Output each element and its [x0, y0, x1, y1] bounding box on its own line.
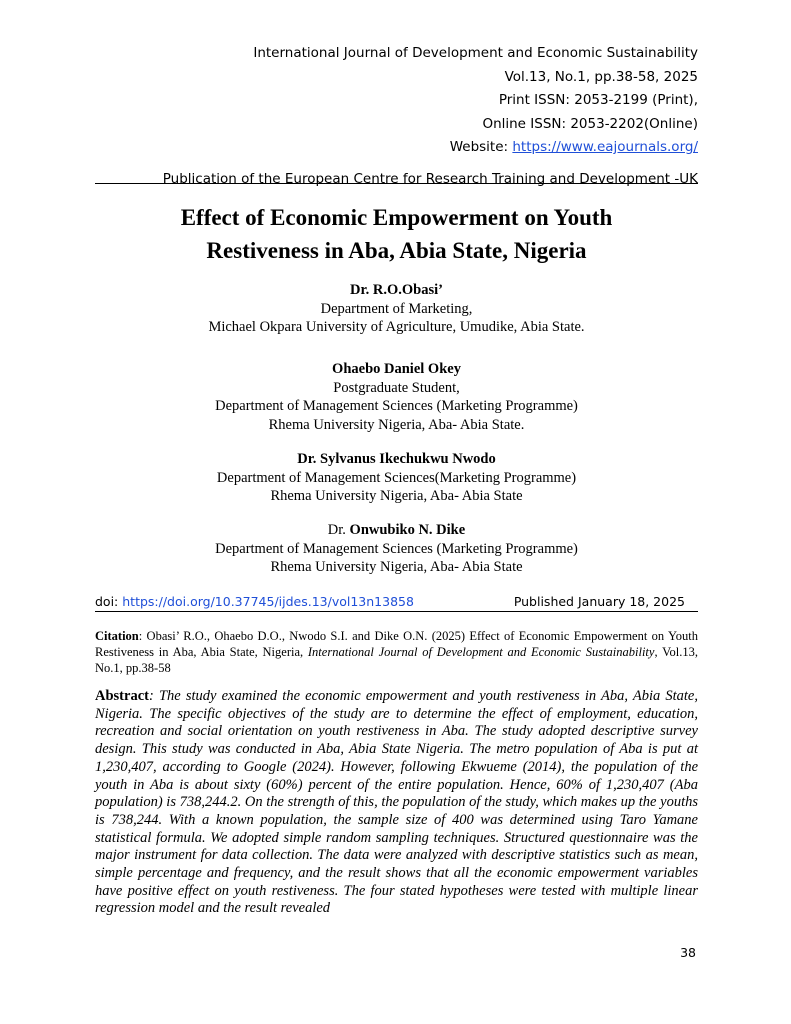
doi-label: doi:: [95, 594, 123, 609]
header-divider: [95, 183, 698, 184]
abstract-text: : The study examined the economic empowerment and youth restiveness in Aba, Abia State, Nigeria. The specific objectives of the study are to determine the effect of employment, education, recreation and social orientation on youth restiveness in Aba. The study adopted descriptive survey design. This study was conducted in Aba, Abia State Nigeria. The metro population of Aba is put at 1,230,407, according to Google (2024). However, following Ekwueme (2014), the population of the youth in Aba is about sixty (60%) percent of the entire population. Hence, 60% of 1,230,407 (Aba population) is 738,244.2. On the strength of this, the population of the study, which makes up the youths is 738,244. With a known population, the sample size of 400 was determined using Taro Yamane statistical formula. We adopted simple random sampling techniques. Structured questionnaire was the major instrument for data collection. The data were analyzed with descriptive statistics such as mean, simple percentage and frequency, and the result shows that all the economic empowerment variables have positive effect on youth restiveness. The four stated hypotheses were tested with multiple linear regression model and the result revealed: [95, 688, 698, 917]
author-affiliation: Rhema University Nigeria, Aba- Abia State.: [268, 416, 525, 433]
author-affiliation: Michael Okpara University of Agriculture, Umudike, Abia State.: [208, 319, 585, 335]
author-affiliation: Department of Management Sciences(Marketing Programme): [216, 469, 577, 486]
author-name: Dr. R.O.Obasi’: [350, 282, 443, 298]
author-affiliation: Postgraduate Student,: [333, 379, 460, 396]
author-affiliation: Department of Management Sciences (Marketing Programme): [215, 540, 578, 557]
doi-link[interactable]: https://doi.org/10.37745/ijdes.13/vol13n13858: [122, 594, 414, 609]
website-line: [98, 136, 698, 160]
author-affiliation: Rhema University Nigeria, Aba- Abia State: [270, 559, 523, 575]
paper-title: [95, 201, 698, 267]
author-name-main: Onwubiko N. Dike: [349, 522, 466, 538]
page-number: 38: [680, 945, 696, 960]
journal-header: [98, 42, 698, 160]
journal-volume: Vol.13, No.1, pp.38-58, 2025: [504, 68, 698, 85]
citation-tail: , Vol.13, No.1, pp.38-58: [95, 645, 698, 675]
doi-line: [95, 594, 698, 609]
author-block-2: [95, 360, 698, 434]
author-block-4: [95, 521, 698, 577]
published-date: Published January 18, 2025: [513, 594, 685, 609]
author-name-prefix: Dr.: [327, 522, 350, 538]
doi-divider: [95, 611, 698, 612]
title-line-2: Restiveness in Aba, Abia State, Nigeria: [206, 238, 587, 263]
author-name: [95, 521, 698, 540]
author-affiliation: Department of Management Sciences (Marketing Programme): [215, 398, 578, 414]
author-name: Dr. Sylvanus Ikechukwu Nwodo: [297, 451, 496, 467]
website-link[interactable]: https://www.eajournals.org/: [512, 139, 698, 155]
citation-journal: International Journal of Development and Economic Sustainability: [307, 645, 655, 659]
website-label: Website:: [449, 139, 513, 155]
author-block-3: [95, 450, 698, 506]
author-affiliation: Rhema University Nigeria, Aba- Abia State: [270, 488, 523, 504]
online-issn: Online ISSN: 2053-2202(Online): [482, 115, 698, 132]
author-name: Ohaebo Daniel Okey: [332, 361, 461, 377]
citation-label: Citation: [95, 629, 139, 643]
citation-text: : Obasi’ R.O., Ohaebo D.O., Nwodo S.I. and Dike O.N. (2025) Effect of Economic Empowerment on Youth Restiveness in Aba, Abia State, Nigeria,: [95, 629, 698, 659]
abstract-label: Abstract: [95, 688, 149, 704]
author-block-1: [95, 281, 698, 337]
print-issn: Print ISSN: 2053-2199 (Print),: [498, 92, 698, 108]
citation: [95, 628, 698, 676]
abstract: [95, 688, 698, 918]
author-affiliation: Department of Marketing,: [320, 300, 473, 317]
journal-name: International Journal of Development and Economic Sustainability: [253, 45, 698, 61]
publisher-line: Publication of the European Centre for Research Training and Development -UK: [162, 171, 698, 187]
title-line-1: Effect of Economic Empowerment on Youth: [180, 205, 613, 230]
